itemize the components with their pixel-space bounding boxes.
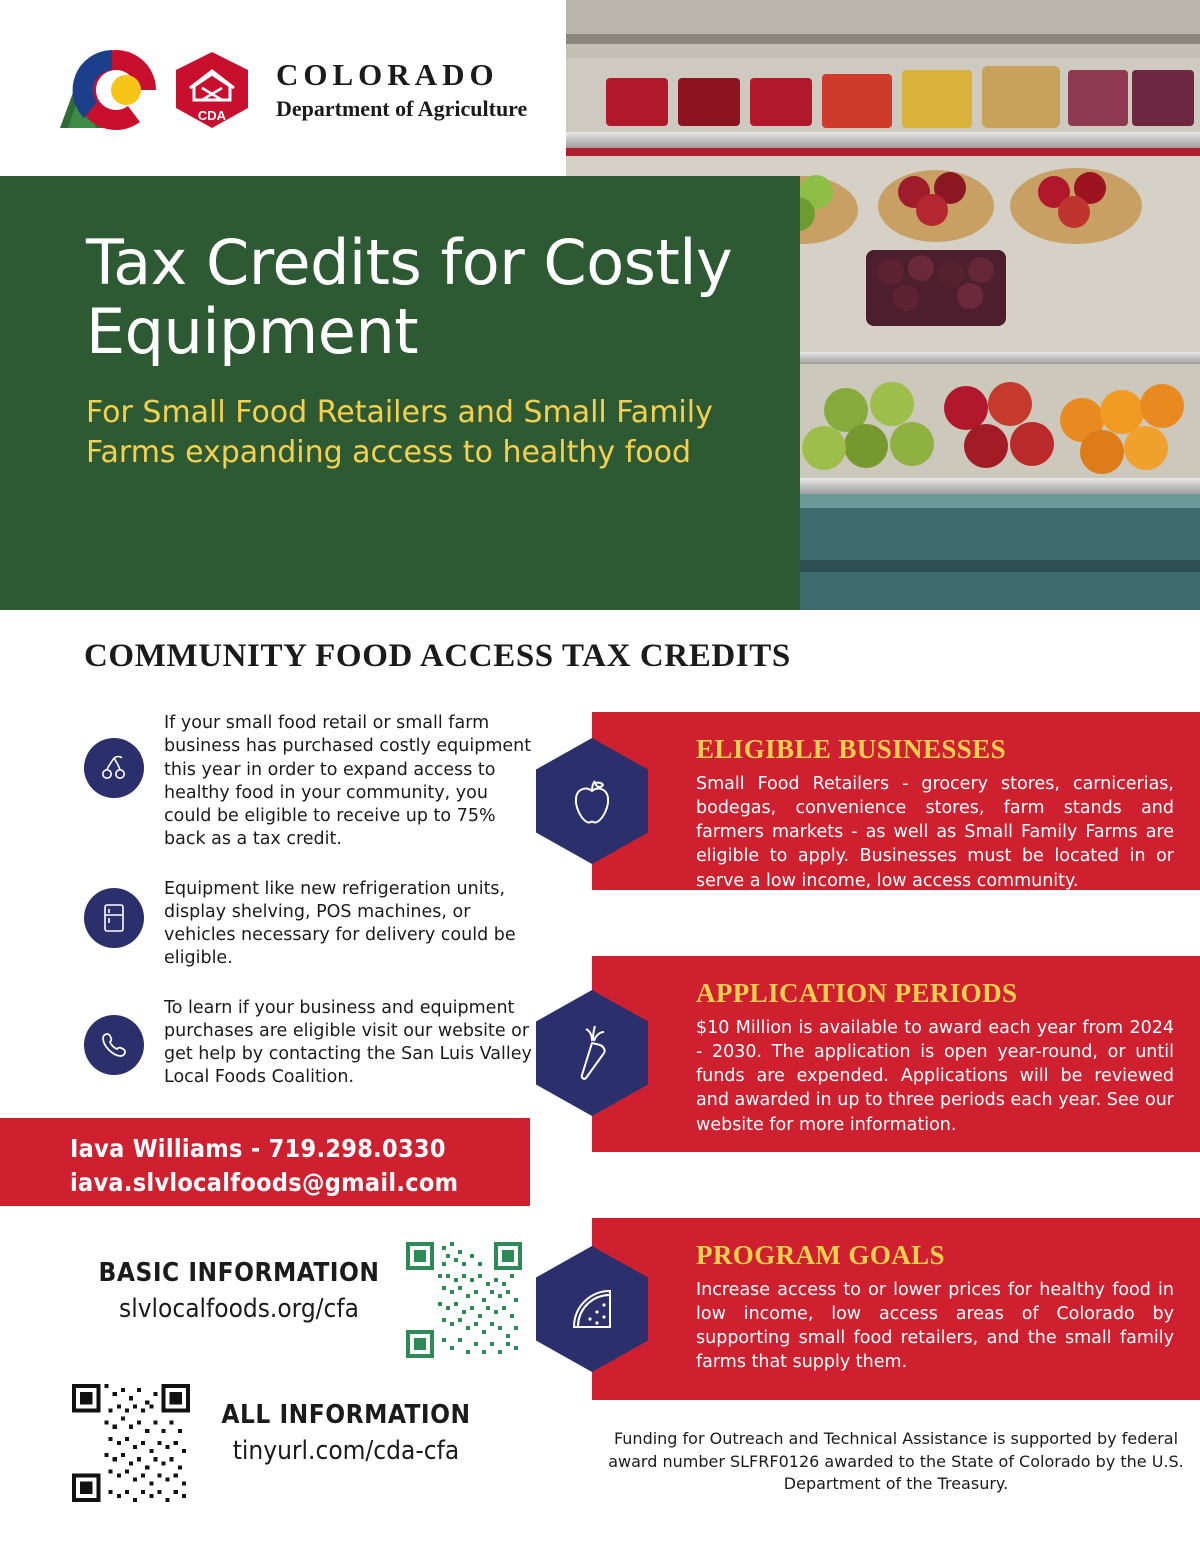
info-bullet-equipment-text: Equipment like new refrigeration units, display shelving, POS machines, or vehicles necessary for delivery could be eligible. <box>164 878 516 969</box>
carrot-icon <box>536 990 648 1116</box>
logo-line-department: Department of Agriculture <box>276 95 528 121</box>
info-bullet-eligibility-text: If your small food retail or small farm business has purchased costly equipment this year in order to expand access to healthy food in your community, you could be eligible to receive up to 75% back as a tax credit. <box>164 713 532 850</box>
logo-wordmark <box>276 58 527 121</box>
watermelon-icon <box>536 1246 648 1372</box>
all-information-label: ALL INFORMATION <box>221 1400 471 1430</box>
apple-icon <box>536 738 648 864</box>
card-goals-body: Increase access to or lower prices for healthy food in low income, low access areas of Colorado by supporting small food retailers, and the small family farms that supply them. <box>696 1280 1174 1373</box>
card-periods-title: APPLICATION PERIODS <box>696 978 1018 1008</box>
info-bullet-contact <box>84 997 534 1090</box>
card-periods-body: $10 Million is available to award each year from 2024 - 2030. The application is open year-round, or until funds are expended. Applications will be reviewed and awarded in up to three periods each year. See our website for more information. <box>696 1018 1174 1135</box>
page-title: Tax Credits for Costly Equipment <box>86 226 733 369</box>
card-program-goals <box>592 1218 1200 1400</box>
svg-text:CDA: CDA <box>197 108 227 123</box>
card-goals-title: PROGRAM GOALS <box>696 1240 945 1270</box>
colorado-logo-mark <box>52 42 262 138</box>
phone-icon <box>84 1015 144 1075</box>
qr-code-basic-information[interactable] <box>406 1242 522 1358</box>
info-bullet-equipment <box>84 878 534 971</box>
page-subtitle: For Small Food Retailers and Small Family Farms expanding access to healthy food <box>86 394 713 470</box>
section-heading: COMMUNITY FOOD ACCESS TAX CREDITS <box>84 638 791 674</box>
card-eligible-body: Small Food Retailers - grocery stores, carnicerias, bodegas, convenience stores, farm stands and farmers markets - as well as Small Family Farms are eligible to apply. Businesses must be located in or serve a low income, low access community. <box>696 774 1174 891</box>
card-eligible-businesses <box>592 712 1200 890</box>
qr-code-all-information[interactable] <box>72 1384 190 1502</box>
contact-name-phone: Iava Williams - 719.298.0330 <box>70 1134 446 1163</box>
info-bullet-contact-text: To learn if your business and equipment purchases are eligible visit our website or get help by contacting the San Luis Valley Local Foods Coalition. <box>164 997 532 1088</box>
refrigerator-icon <box>84 888 144 948</box>
basic-information-label: BASIC INFORMATION <box>98 1258 380 1288</box>
contact-email[interactable]: iava.slvlocalfoods@gmail.com <box>70 1167 459 1197</box>
funding-disclaimer: Funding for Outreach and Technical Assistance is supported by federal award number SLFRF0126 awarded to the State of Colorado by the U.S. Department of the Treasury. <box>608 1429 1184 1494</box>
hero-banner <box>0 176 800 610</box>
colorado-c-and-cda-badge-icon <box>52 42 262 138</box>
contact-band <box>0 1118 530 1206</box>
cda-logo <box>52 42 527 138</box>
all-information-url[interactable]: tinyurl.com/cda-cfa <box>232 1436 460 1466</box>
basic-information-url[interactable]: slvlocalfoods.org/cfa <box>119 1294 359 1324</box>
cherry-icon <box>84 738 144 798</box>
info-bullet-eligibility <box>84 712 534 852</box>
card-application-periods <box>592 956 1200 1152</box>
left-info-column <box>84 712 534 1116</box>
logo-line-colorado: COLORADO <box>276 57 499 93</box>
all-information-block <box>196 1400 496 1466</box>
basic-information-block <box>84 1258 394 1324</box>
card-eligible-title: ELIGIBLE BUSINESSES <box>696 734 1007 764</box>
